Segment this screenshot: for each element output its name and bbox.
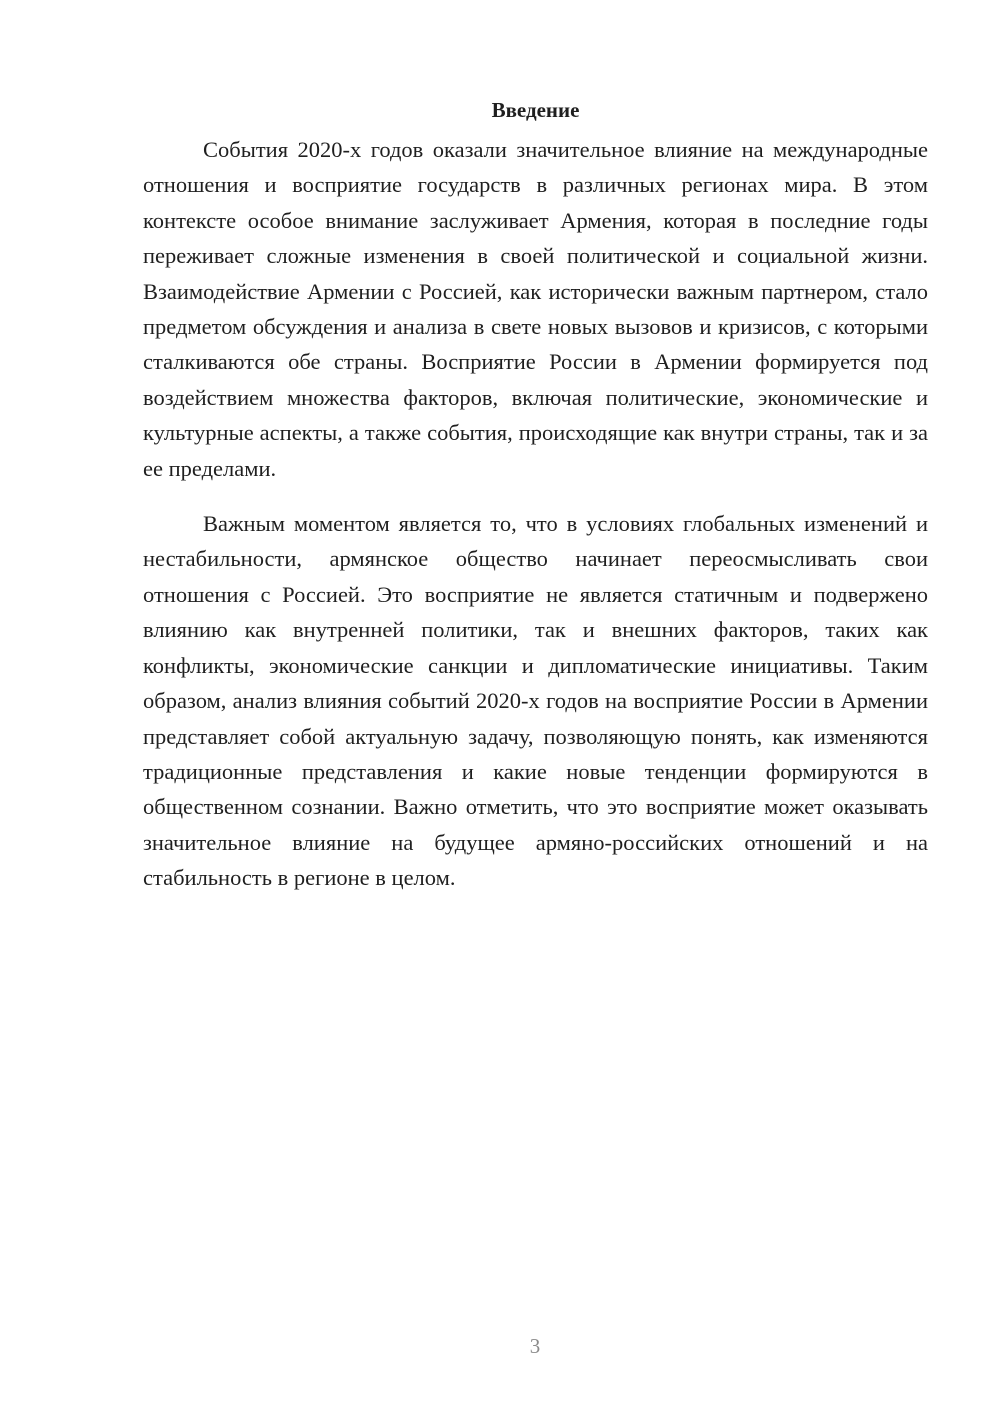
section-heading: Введение [491,98,580,122]
paragraph-1: События 2020-х годов оказали значительное влияние на международные отношения и восприятие государств в различных регионах мира. В этом контексте особое внимание заслуживает Армения, которая в последние годы переживает сложные изменения в своей политической и социальной жизни. Взаимодействие Армении с Россией, как исторически важным партнером, стало предметом обсуждения и анализа в свете новых вызовов и кризисов, с которыми сталкиваются обе страны. Восприятие России в Армении формируется под воздействием множества факторов, включая политические, экономические и культурные аспекты, а также события, происходящие как внутри страны, так и за ее пределами. [143,137,928,481]
page-number: 3 [529,1334,541,1358]
paragraph-2: Важным моментом является то, что в условиях глобальных изменений и нестабильности, армянское общество начинает переосмысливать свои отношения с Россией. Это восприятие не является статичным и подвержено влиянию как внутренней политики, так и внешних факторов, таких как конфликты, экономические санкции и дипломатические инициативы. Таким образом, анализ влияния событий 2020-х годов на восприятие России в Армении представляет собой актуальную задачу, позволяющую понять, как изменяются традиционные представления и какие новые тенденции формируются в общественном сознании. Важно отметить, что это восприятие может оказывать значительное влияние на будущее армяно-российских отношений и на стабильность в регионе в целом. [143,511,928,891]
page-content [143,96,928,896]
